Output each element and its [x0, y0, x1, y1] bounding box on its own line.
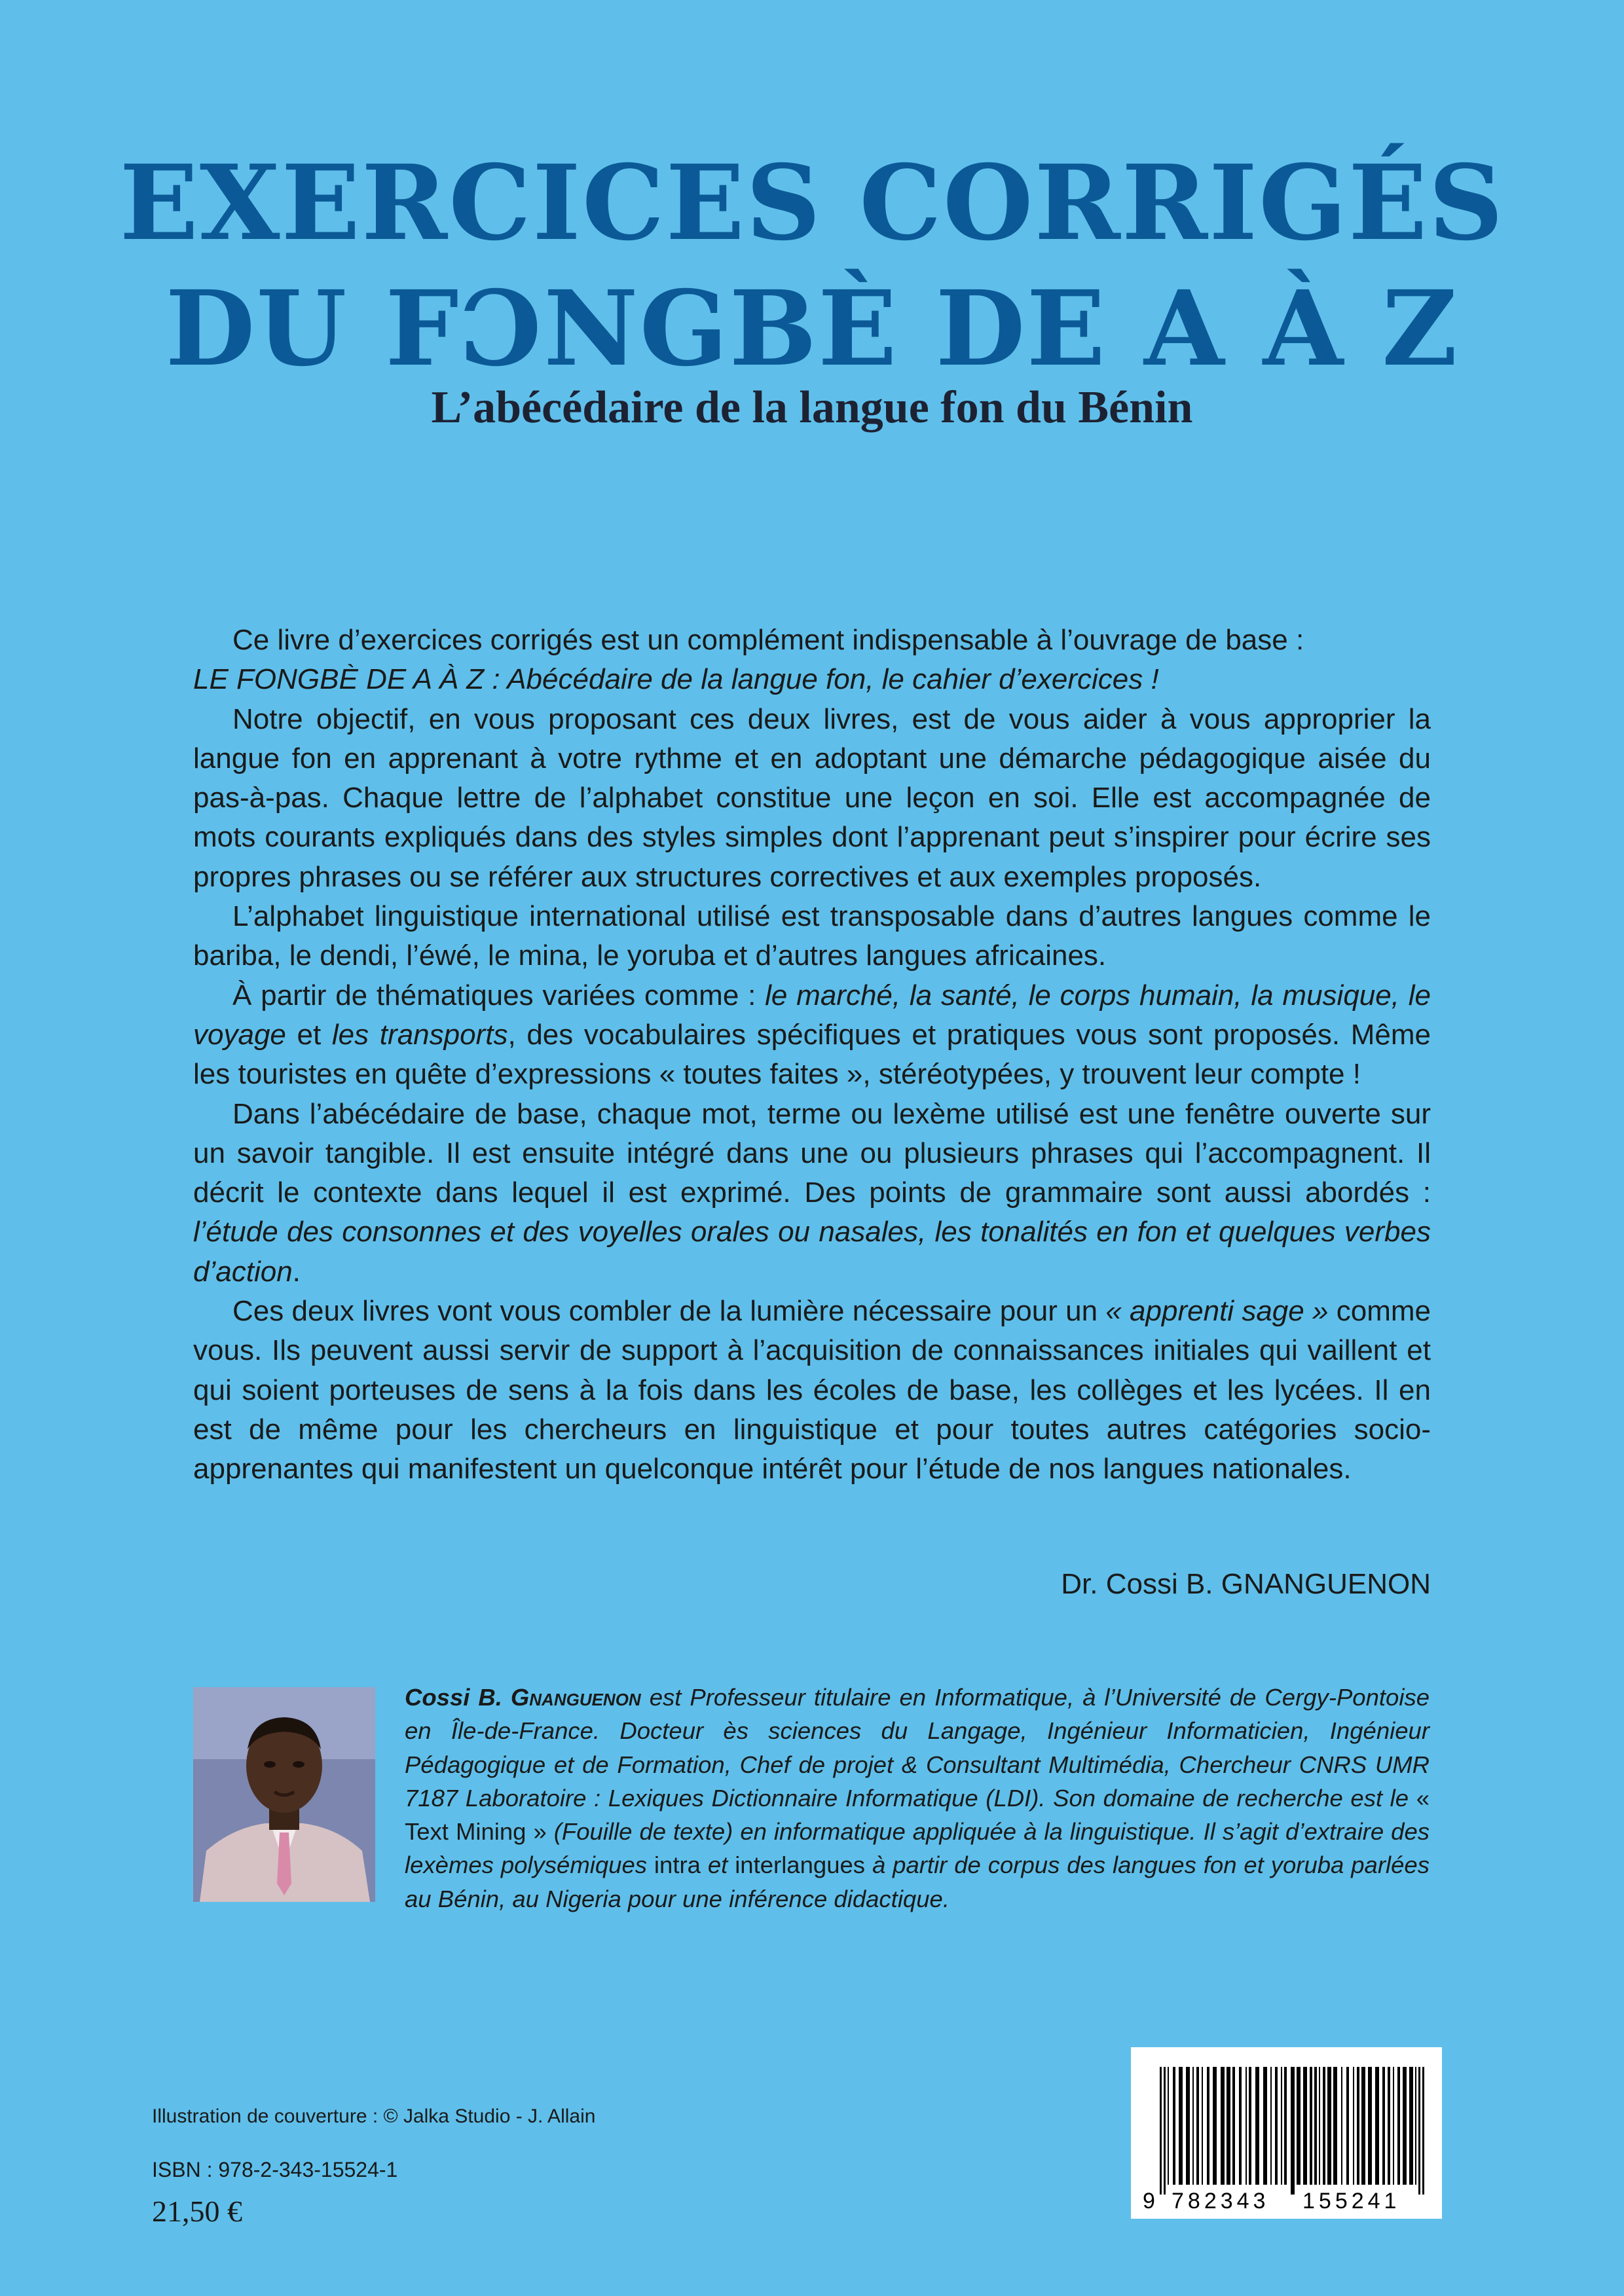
paragraph-4-text-a: À partir de thématiques variées comme :	[232, 979, 766, 1011]
barcode-bar	[1291, 2067, 1295, 2195]
barcode-bar	[1323, 2067, 1325, 2185]
barcode-bar	[1368, 2067, 1372, 2185]
barcode-bar	[1403, 2067, 1407, 2185]
barcode-bar	[1341, 2067, 1342, 2185]
barcode-bar	[1275, 2067, 1278, 2185]
barcode-bar	[1255, 2067, 1259, 2185]
isbn-number: ISBN : 978-2-343-15524-1	[152, 2158, 398, 2181]
bio-text-d: à partir de corpus des langues fon et yoruba parlées au Bénin, au Nigeria pour une inférence didactique.	[405, 1851, 1430, 1912]
barcode-bar	[1388, 2067, 1390, 2185]
barcode-bar	[1303, 2067, 1307, 2185]
barcode-bar	[1397, 2067, 1400, 2185]
bio-text-a: est Professeur titulaire en Informatique, à l’Université de Cergy-Pontoise en Île-de-France. Docteur ès sciences du Langage, Ingénieur Informaticien, Ingénieur Pédagogique et de Formation, Chef de projet & Consultant Multimédia, Chercheur CNRS UMR 7187 Laboratoire : Lexiques Dictionnaire Informatique (LDI). Son domaine de recherche est le	[405, 1684, 1430, 1812]
barcode-bar	[1409, 2067, 1413, 2185]
barcode-bar	[1297, 2067, 1301, 2185]
barcode-bar	[1382, 2067, 1385, 2185]
barcode-bar	[1281, 2067, 1282, 2185]
author-name-rest: nanguenon	[529, 1684, 641, 1711]
back-cover-description	[193, 621, 1431, 1489]
barcode-bar	[1221, 2067, 1225, 2185]
barcode-bar	[1239, 2067, 1242, 2185]
bio-text-mining: « Text Mining »	[405, 1784, 1430, 1846]
barcode-bar	[1207, 2067, 1209, 2185]
paragraph-5	[193, 1095, 1431, 1292]
barcode-bar	[1393, 2067, 1394, 2185]
barcode-bar	[1246, 2067, 1247, 2185]
barcode-bar	[1173, 2067, 1175, 2185]
author-name-first: Cossi B. G	[405, 1684, 530, 1711]
paragraph-4-text-c: , des vocabulaires spécifiques et pratiques vous sont proposés. Même les touristes en quête d’expressions « toutes faites », stéréotypées, y trouvent leur compte !	[193, 1018, 1431, 1091]
barcode-bar	[1361, 2067, 1365, 2185]
barcode-bar	[1186, 2067, 1190, 2185]
barcode-bar	[1196, 2067, 1199, 2185]
book-title-line-2: DU FƆNGBÈ DE A À Z	[165, 268, 1459, 390]
author-portrait-illustration	[193, 1687, 375, 1902]
barcode-bars	[1160, 2067, 1424, 2195]
barcode-bar	[1192, 2067, 1194, 2185]
paragraph-4-text-b: et	[286, 1018, 332, 1051]
barcode-bar	[1232, 2067, 1235, 2185]
bio-text-inter: interlangues	[735, 1851, 866, 1879]
paragraph-5-text-a: Dans l’abécédaire de base, chaque mot, terme ou lexème utilisé est une fenêtre ouverte sur un savoir tangible. Il est ensuite intégré dans une ou plusieurs phrases qui l’accompagnent. Il décrit le contexte dans lequel il est exprimé. Des points de grammaire sont aussi abordés :	[193, 1097, 1431, 1209]
paragraph-6-quote: « apprenti sage »	[1105, 1295, 1329, 1328]
paragraph-2: Notre objectif, en vous proposant ces deux livres, est de vous aider à vous approprier la langue fon en apprenant à votre rythme et en adoptant une démarche pédagogique aisée du pas-à-pas. Chaque lettre de l’alphabet constitue une leçon en soi. Elle est accompagnée de mots courants expliqués dans des styles simples dont l’apprenant peut s’inspirer pour écrire ses propres phrases ou se référer aux structures correctives et aux exemples proposés.	[193, 702, 1431, 893]
barcode-bar	[1327, 2067, 1331, 2185]
barcode-bar	[1270, 2067, 1272, 2185]
barcode-bar	[1375, 2067, 1379, 2185]
paragraph-1	[193, 621, 1431, 700]
paragraph-6-text-b: comme vous. Ils peuvent aussi servir de support à l’acquisition de connaissances initiales qui vaillent et qui soient porteuses de sens à la fois dans les écoles de base, les collèges et les lycées. Il en est de même pour les chercheurs en linguistique et pour toutes autres catégories socio-apprenantes qui manifestent un quelconque intérêt pour l’étude de nos langues nationales.	[193, 1295, 1431, 1485]
book-price: 21,50 €	[152, 2195, 242, 2228]
paragraph-3: L’alphabet linguistique international utilisé est transposable dans d’autres langues comme le bariba, le dendi, l’éwé, le mina, le yoruba et d’autres langues africaines.	[193, 900, 1431, 972]
barcode-bar	[1310, 2067, 1312, 2185]
book-title	[0, 141, 1624, 392]
barcode-graphic	[1131, 2047, 1442, 2219]
barcode-bar	[1353, 2067, 1354, 2185]
barcode-bar	[1168, 2067, 1169, 2185]
barcode-bar	[1164, 2067, 1166, 2195]
barcode-bar	[1319, 2067, 1320, 2185]
author-signature: Dr. Cossi B. GNANGUENON	[1061, 1568, 1431, 1600]
barcode-bar	[1284, 2067, 1287, 2185]
paragraph-4-transports: les transports	[331, 1018, 508, 1051]
book-subtitle: L’abécédaire de la langue fon du Bénin	[431, 382, 1193, 433]
barcode-bar	[1160, 2067, 1162, 2195]
barcode-lead-digit: 9	[1143, 2189, 1155, 2214]
paragraph-4-themes: le marché, la santé, le corps humain, la musique, le voyage	[193, 979, 1431, 1051]
isbn-barcode	[1131, 2047, 1442, 2219]
author-name	[405, 1684, 641, 1711]
paragraph-5-text-b: .	[292, 1255, 301, 1288]
barcode-bar	[1346, 2067, 1349, 2185]
bio-text-intra: intra	[654, 1851, 701, 1879]
barcode-bar	[1202, 2067, 1203, 2185]
bio-text-b: (Fouille de texte) en informatique appliquée à la linguistique. Il s’agit d’extraire des lexèmes polysémiques	[405, 1818, 1430, 1879]
barcode-bar	[1263, 2067, 1267, 2185]
bio-text-c: et	[700, 1851, 735, 1879]
barcode-left-digits: 782343	[1172, 2189, 1270, 2214]
barcode-bar	[1418, 2067, 1420, 2195]
barcode-bar	[1227, 2067, 1230, 2185]
barcode-bar	[1249, 2067, 1251, 2185]
book-title-line-1: EXERCICES CORRIGÉS	[119, 143, 1505, 264]
base-book-reference: LE FONGBÈ DE A À Z : Abécédaire de la langue fon, le cahier d’exercices !	[193, 663, 1159, 696]
paragraph-4	[193, 976, 1431, 1095]
paragraph-6	[193, 1292, 1431, 1489]
barcode-bar	[1213, 2067, 1217, 2185]
barcode-bar	[1357, 2067, 1359, 2185]
barcode-bar	[1415, 2067, 1416, 2185]
paragraph-1-intro: Ce livre d’exercices corrigés est un complément indispensable à l’ouvrage de base :	[232, 624, 1304, 656]
paragraph-5-topics: l’étude des consonnes et des voyelles orales ou nasales, les tonalités en fon et quelques verbes d’action	[193, 1216, 1431, 1288]
barcode-bar	[1422, 2067, 1424, 2195]
barcode-bar	[1179, 2067, 1183, 2185]
cover-illustration-credit: Illustration de couverture : © Jalka Studio - J. Allain	[152, 2105, 596, 2127]
author-photo	[193, 1687, 375, 1902]
barcode-bar	[1333, 2067, 1337, 2185]
barcode-bar	[1314, 2067, 1317, 2185]
author-biography	[405, 1681, 1430, 1916]
paragraph-6-text-a: Ces deux livres vont vous combler de la lumière nécessaire pour un	[232, 1295, 1106, 1328]
barcode-right-digits: 155241	[1302, 2189, 1401, 2214]
